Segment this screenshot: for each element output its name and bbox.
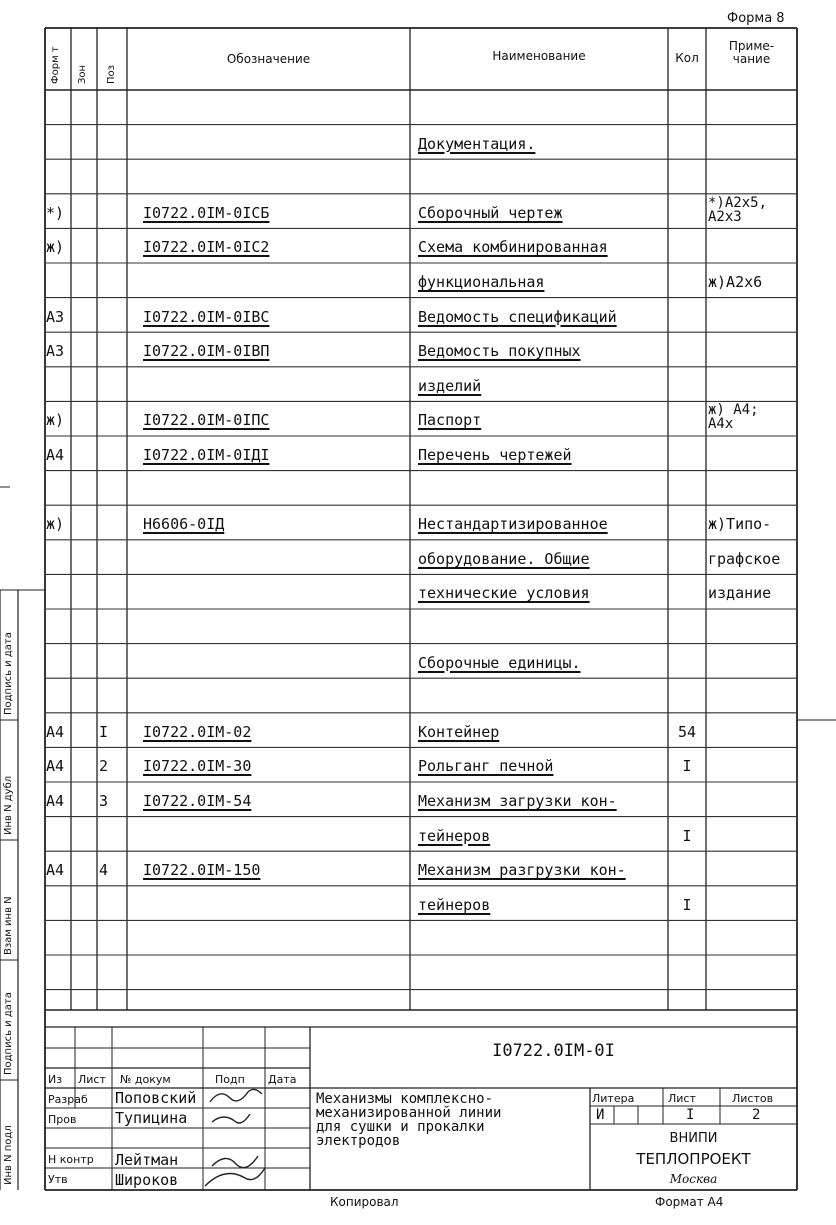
cell-designation: I0722.0IM-0ICБ bbox=[143, 203, 270, 222]
cell-name: Нестандартизированное bbox=[418, 515, 608, 534]
name-utv: Широков bbox=[115, 1171, 179, 1189]
cell-name: Схема комбинированная bbox=[418, 238, 608, 257]
cell-note: ж) A4; A4x bbox=[708, 402, 759, 433]
cell-name: Ведомость спецификаций bbox=[418, 307, 617, 326]
cell-note: издание bbox=[708, 584, 772, 603]
cell-note: графское bbox=[708, 549, 781, 568]
name-nkontr: Лейтман bbox=[115, 1151, 179, 1169]
cell-fmt: *) bbox=[46, 203, 65, 222]
cell-fmt: A3 bbox=[46, 307, 65, 326]
cell-name: Контейнер bbox=[418, 722, 500, 741]
cell-designation: I0722.0IM-02 bbox=[143, 722, 252, 741]
cell-fmt: A4 bbox=[46, 757, 65, 776]
cell-name: тейнеров bbox=[418, 826, 491, 845]
cell-name: Перечень чертежей bbox=[418, 446, 572, 464]
cell-name: Сборочный чертеж bbox=[418, 203, 563, 222]
cell-name: Ведомость покупных bbox=[418, 342, 581, 361]
form-label: Форма 8 bbox=[727, 11, 785, 26]
role-prov: Пров bbox=[48, 1113, 77, 1126]
cell-note: ж)Типо- bbox=[708, 515, 772, 534]
format-label: Формат А4 bbox=[655, 1195, 724, 1209]
cell-name: Механизм загрузки кон- bbox=[418, 792, 617, 810]
name-prov: Тупицина bbox=[115, 1109, 188, 1127]
margin-label-4: Подпись и дата bbox=[3, 992, 14, 1075]
header-designation: Обозначение bbox=[226, 52, 311, 66]
cell-designation: I0722.0IM-54 bbox=[143, 792, 252, 810]
cell-note: ж)A2x6 bbox=[708, 273, 763, 291]
cell-designation: I0722.0IM-0IДI bbox=[143, 446, 270, 464]
cell-fmt: A4 bbox=[46, 446, 65, 464]
sheets-value: 2 bbox=[752, 1107, 761, 1123]
sheet-label: Лист bbox=[668, 1092, 696, 1105]
cell-note: *)A2x5, A2x3 bbox=[708, 194, 768, 225]
cell-designation: I0722.0IM-0IBC bbox=[143, 307, 270, 326]
header-name: Наименование bbox=[492, 49, 586, 63]
role-razrab: Разраб bbox=[48, 1093, 88, 1106]
org-line1: ВНИПИ bbox=[669, 1131, 718, 1146]
cell-fmt: A3 bbox=[46, 342, 65, 361]
col-sign: Подп bbox=[215, 1073, 245, 1086]
header-qty: Кол bbox=[675, 51, 699, 65]
cell-fmt: ж) bbox=[46, 238, 65, 257]
cell-designation: H6606-0IД bbox=[143, 515, 225, 534]
cell-qty: 54 bbox=[677, 722, 697, 741]
cell-zone: 3 bbox=[99, 792, 109, 810]
cell-zone: I bbox=[99, 722, 109, 741]
header-zone: Зон bbox=[77, 64, 88, 84]
sheets-label: Листов bbox=[732, 1092, 774, 1105]
header-pos: Поз bbox=[106, 65, 117, 84]
margin-label-5: Инв N подл bbox=[3, 1125, 14, 1185]
cell-designation: I0722.0IM-150 bbox=[143, 861, 261, 880]
sheet-value: I bbox=[686, 1107, 695, 1123]
cell-fmt: A4 bbox=[46, 861, 65, 880]
cell-qty: I bbox=[682, 757, 692, 776]
cell-qty: I bbox=[682, 826, 692, 845]
header-format: Форм т bbox=[50, 46, 61, 84]
cell-fmt: ж) bbox=[46, 411, 65, 430]
litera-value: И bbox=[596, 1107, 605, 1123]
cell-zone: 4 bbox=[99, 861, 109, 880]
doc-number: I0722.0IM-0I bbox=[492, 1041, 615, 1061]
cell-designation: I0722.0IM-0IПС bbox=[143, 411, 270, 430]
cell-name: оборудование. Общие bbox=[418, 549, 590, 568]
document-title: Механизмы комплексно- механизированной линии для сушки и прокалки электродов bbox=[316, 1091, 502, 1149]
org-city: Москва bbox=[669, 1172, 718, 1186]
col-izm: Из bbox=[48, 1073, 63, 1086]
role-nkontr: Н контр bbox=[48, 1153, 94, 1166]
col-date: Дата bbox=[268, 1073, 297, 1086]
cell-designation: I0722.0IM-0IBП bbox=[143, 342, 270, 361]
cell-fmt: ж) bbox=[46, 515, 65, 534]
cell-name: функциональная bbox=[418, 273, 545, 291]
cell-name: Сборочные единицы. bbox=[418, 653, 581, 672]
margin-label-2: Инв N дубл bbox=[3, 775, 14, 835]
cell-name: тейнеров bbox=[418, 895, 491, 914]
cell-name: Документация. bbox=[418, 134, 536, 153]
cell-name: технические условия bbox=[418, 584, 590, 603]
cell-designation: I0722.0IM-30 bbox=[143, 757, 252, 776]
col-doc: № докум bbox=[120, 1073, 171, 1086]
header-note: Приме- чание bbox=[728, 39, 775, 66]
cell-zone: 2 bbox=[99, 757, 109, 776]
col-list: Лист bbox=[78, 1073, 106, 1086]
litera-label: Литера bbox=[592, 1092, 635, 1105]
cell-name: изделий bbox=[418, 376, 482, 395]
cell-name: Рольганг печной bbox=[418, 757, 554, 776]
copied-label: Копировал bbox=[330, 1195, 399, 1209]
cell-fmt: A4 bbox=[46, 722, 65, 741]
margin-label-3: Взам инв N bbox=[3, 896, 14, 955]
margin-label-1: Подпись и дата bbox=[3, 632, 14, 715]
cell-name: Механизм разгрузки кон- bbox=[418, 861, 626, 880]
cell-name: Паспорт bbox=[418, 411, 482, 430]
cell-fmt: A4 bbox=[46, 792, 65, 810]
cell-qty: I bbox=[682, 895, 692, 914]
org-line2: ТЕПЛОПРОЕКТ bbox=[636, 1150, 751, 1168]
cell-designation: I0722.0IM-0IC2 bbox=[143, 238, 270, 257]
signature-scribbles bbox=[205, 1089, 265, 1186]
role-utv: Утв bbox=[48, 1173, 68, 1186]
name-razrab: Поповский bbox=[115, 1089, 197, 1107]
